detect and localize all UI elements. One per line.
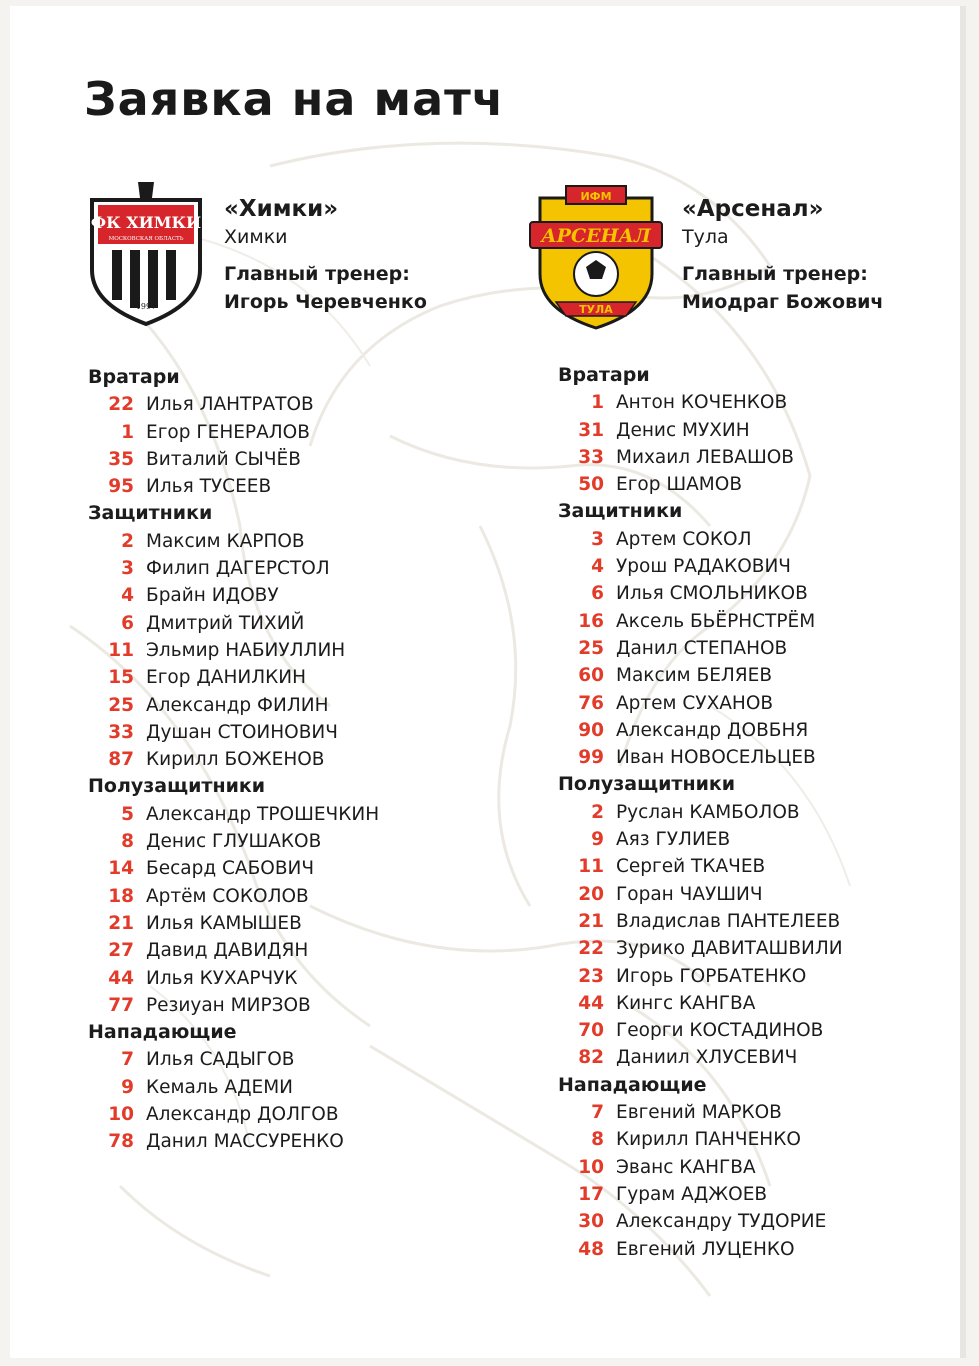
player-number: 11 (578, 856, 604, 878)
player-row (558, 690, 843, 717)
team-info-khimki (224, 194, 524, 316)
player-name: Аяз ГУЛИЕВ (616, 829, 731, 851)
player-row (88, 582, 379, 609)
player-row (88, 910, 379, 937)
player-number: 14 (108, 858, 134, 880)
player-name: Игорь ГОРБАТЕНКО (616, 965, 807, 987)
player-row (88, 391, 379, 418)
player-row (558, 1044, 843, 1071)
player-row (558, 1017, 843, 1044)
player-row (88, 719, 379, 746)
player-name: Егор ДАНИЛКИН (146, 667, 307, 689)
player-number: 44 (108, 967, 134, 989)
player-number: 25 (108, 694, 134, 716)
player-name: Евгений ЛУЦЕНКО (616, 1238, 795, 1260)
section-title: Нападающие (558, 1073, 707, 1096)
team-info-arsenal (682, 194, 966, 316)
player-row (88, 801, 379, 828)
player-name: Данил МАССУРЕНКО (146, 1131, 344, 1153)
player-row (558, 580, 843, 607)
player-number: 87 (108, 749, 134, 771)
coach-label: Главный тренер: (682, 263, 868, 285)
player-row (558, 635, 843, 662)
player-row (88, 883, 379, 910)
player-number: 90 (578, 719, 604, 741)
svg-text:ИФМ: ИФМ (580, 190, 612, 203)
arsenal-crest-logo (526, 182, 666, 332)
team-city: Тула (682, 226, 729, 248)
player-row (88, 528, 379, 555)
player-number: 48 (578, 1238, 604, 1260)
player-row (558, 1099, 843, 1126)
player-name: Денис МУХИН (616, 419, 750, 441)
svg-text:ФК ХИМКИ: ФК ХИМКИ (90, 213, 202, 232)
player-row (558, 826, 843, 853)
player-row (88, 1101, 379, 1128)
player-number: 9 (591, 829, 604, 851)
player-number: 33 (108, 721, 134, 743)
section-title: Полузащитники (558, 773, 736, 796)
svg-text:МОСКОВСКАЯ ОБЛАСТЬ: МОСКОВСКАЯ ОБЛАСТЬ (108, 236, 184, 242)
player-number: 30 (578, 1211, 604, 1233)
player-row (88, 1046, 379, 1073)
section-title: Вратари (88, 366, 180, 388)
player-number: 82 (578, 1047, 604, 1069)
roster-arsenal (558, 362, 843, 1263)
player-number: 76 (578, 692, 604, 714)
player-row (558, 662, 843, 689)
player-name: Иван НОВОСЕЛЬЦЕВ (616, 747, 816, 769)
player-number: 99 (578, 747, 604, 769)
coach-label: Главный тренер: (224, 263, 410, 285)
player-name: Душан СТОИНОВИЧ (146, 721, 338, 743)
player-number: 2 (121, 530, 134, 552)
player-name: Горан ЧАУШИЧ (616, 883, 763, 905)
player-name: Резиуан МИРЗОВ (146, 994, 311, 1016)
player-name: Илья КУХАРЧУК (146, 967, 298, 989)
player-row (558, 908, 843, 935)
player-name: Антон КОЧЕНКОВ (616, 392, 788, 414)
player-name: Давид ДАВИДЯН (146, 940, 309, 962)
player-number: 70 (578, 1020, 604, 1042)
player-name: Даниил ХЛУСЕВИЧ (616, 1047, 798, 1069)
player-row (558, 963, 843, 990)
player-name: Бесард САБОВИЧ (146, 858, 315, 880)
roster-khimki (88, 364, 379, 1156)
player-row (558, 990, 843, 1017)
section-title: Защитники (558, 500, 683, 523)
player-row (88, 610, 379, 637)
player-name: Александру ТУДОРИЕ (616, 1211, 827, 1233)
player-number: 50 (578, 474, 604, 496)
player-row (88, 446, 379, 473)
khimki-crest-logo (86, 178, 206, 328)
player-row (558, 1208, 843, 1235)
player-row (88, 1128, 379, 1155)
player-row (558, 526, 843, 553)
section-title: Нападающие (88, 1021, 237, 1044)
player-name: Зурико ДАВИТАШВИЛИ (616, 938, 843, 960)
player-number: 7 (121, 1049, 134, 1071)
player-name: Данил СТЕПАНОВ (616, 637, 788, 659)
player-name: Артём СОКОЛОВ (146, 885, 309, 907)
player-number: 4 (121, 585, 134, 607)
player-row (558, 1126, 843, 1153)
svg-text:ТУЛА: ТУЛА (579, 303, 613, 316)
player-name: Артем СОКОЛ (616, 528, 752, 550)
coach-name: Миодраг Божович (682, 291, 884, 313)
player-name: Денис ГЛУШАКОВ (146, 831, 322, 853)
player-number: 22 (108, 394, 134, 416)
player-name: Аксель БЬЁРНСТРЁМ (616, 610, 816, 632)
player-number: 16 (578, 610, 604, 632)
player-row (558, 471, 843, 498)
player-number: 18 (108, 885, 134, 907)
player-name: Егор ГЕНЕРАЛОВ (146, 421, 310, 443)
player-name: Сергей ТКАЧЕВ (616, 856, 766, 878)
player-row (558, 1181, 843, 1208)
player-name: Михаил ЛЕВАШОВ (616, 446, 794, 468)
player-row (558, 799, 843, 826)
player-number: 35 (108, 448, 134, 470)
player-row (88, 419, 379, 446)
page-title: Заявка на матч (84, 72, 505, 126)
player-name: Александр ТРОШЕЧКИН (146, 803, 380, 825)
player-name: Кингс КАНГВА (616, 992, 756, 1014)
team-name: «Химки» (224, 196, 339, 222)
player-number: 20 (578, 883, 604, 905)
player-row (558, 389, 843, 416)
player-row (88, 1074, 379, 1101)
player-number: 9 (121, 1076, 134, 1098)
player-number: 95 (108, 476, 134, 498)
player-number: 3 (121, 558, 134, 580)
player-number: 2 (591, 801, 604, 823)
player-name: Дмитрий ТИХИЙ (146, 612, 305, 634)
player-number: 25 (578, 637, 604, 659)
player-row (88, 473, 379, 500)
player-row (88, 937, 379, 964)
player-name: Гурам АДЖОЕВ (616, 1183, 768, 1205)
player-number: 8 (591, 1129, 604, 1151)
player-name: Филип ДАГЕРСТОЛ (146, 558, 330, 580)
player-name: Брайн ИДОВУ (146, 585, 279, 607)
player-number: 33 (578, 446, 604, 468)
player-row (558, 608, 843, 635)
player-name: Александр ДОВБНЯ (616, 719, 809, 741)
player-number: 8 (121, 831, 134, 853)
player-number: 78 (108, 1131, 134, 1153)
program-page (10, 6, 966, 1358)
player-name: Кемаль АДЕМИ (146, 1076, 294, 1098)
player-number: 60 (578, 665, 604, 687)
player-number: 31 (578, 419, 604, 441)
player-number: 10 (578, 1156, 604, 1178)
player-number: 6 (121, 612, 134, 634)
player-row (88, 555, 379, 582)
player-row (558, 717, 843, 744)
player-name: Илья ТУСЕЕВ (146, 476, 272, 498)
player-number: 23 (578, 965, 604, 987)
player-name: Владислав ПАНТЕЛЕЕВ (616, 910, 841, 932)
player-number: 10 (108, 1104, 134, 1126)
player-number: 44 (578, 992, 604, 1014)
player-row (558, 1236, 843, 1263)
player-name: Эльмир НАБИУЛЛИН (146, 639, 346, 661)
player-name: Виталий СЫЧЁВ (146, 448, 301, 470)
player-name: Георги КОСТАДИНОВ (616, 1020, 824, 1042)
player-row (88, 992, 379, 1019)
player-number: 77 (108, 994, 134, 1016)
player-name: Евгений МАРКОВ (616, 1102, 782, 1124)
player-number: 1 (121, 421, 134, 443)
player-name: Илья КАМЫШЕВ (146, 912, 302, 934)
player-name: Кирилл БОЖЕНОВ (146, 749, 325, 771)
player-row (88, 855, 379, 882)
player-name: Артем СУХАНОВ (616, 692, 774, 714)
player-number: 4 (591, 556, 604, 578)
player-name: Урош РАДАКОВИЧ (616, 556, 791, 578)
player-row (558, 444, 843, 471)
player-number: 17 (578, 1183, 604, 1205)
player-row (88, 746, 379, 773)
player-name: Илья САДЫГОВ (146, 1049, 295, 1071)
player-name: Александр ФИЛИН (146, 694, 329, 716)
player-name: Кирилл ПАНЧЕНКО (616, 1129, 801, 1151)
player-name: Илья ЛАНТРАТОВ (146, 394, 314, 416)
player-row (558, 553, 843, 580)
section-title: Вратари (558, 364, 650, 386)
player-name: Илья СМОЛЬНИКОВ (616, 583, 808, 605)
player-number: 7 (591, 1102, 604, 1124)
player-name: Максим КАРПОВ (146, 530, 305, 552)
player-row (558, 935, 843, 962)
player-name: Егор ШАМОВ (616, 474, 743, 496)
team-name: «Арсенал» (682, 196, 824, 222)
player-number: 15 (108, 667, 134, 689)
player-row (558, 853, 843, 880)
player-name: Максим БЕЛЯЕВ (616, 665, 773, 687)
player-name: Эванс КАНГВА (616, 1156, 756, 1178)
player-row (88, 692, 379, 719)
player-row (558, 417, 843, 444)
player-number: 6 (591, 583, 604, 605)
player-number: 21 (578, 910, 604, 932)
svg-text:1997: 1997 (135, 302, 157, 311)
player-name: Руслан КАМБОЛОВ (616, 801, 800, 823)
section-title: Защитники (88, 502, 213, 525)
svg-text:АРСЕНАЛ: АРСЕНАЛ (541, 225, 651, 247)
player-number: 3 (591, 528, 604, 550)
player-number: 27 (108, 940, 134, 962)
player-row (88, 965, 379, 992)
player-row (88, 828, 379, 855)
player-row (88, 664, 379, 691)
player-row (88, 637, 379, 664)
player-number: 1 (591, 392, 604, 414)
player-row (558, 744, 843, 771)
player-number: 22 (578, 938, 604, 960)
player-number: 5 (121, 803, 134, 825)
player-number: 21 (108, 912, 134, 934)
player-name: Александр ДОЛГОВ (146, 1104, 339, 1126)
coach-name: Игорь Черевченко (224, 291, 427, 313)
player-number: 11 (108, 639, 134, 661)
section-title: Полузащитники (88, 775, 266, 798)
team-city: Химки (224, 226, 288, 248)
player-row (558, 1154, 843, 1181)
player-row (558, 881, 843, 908)
